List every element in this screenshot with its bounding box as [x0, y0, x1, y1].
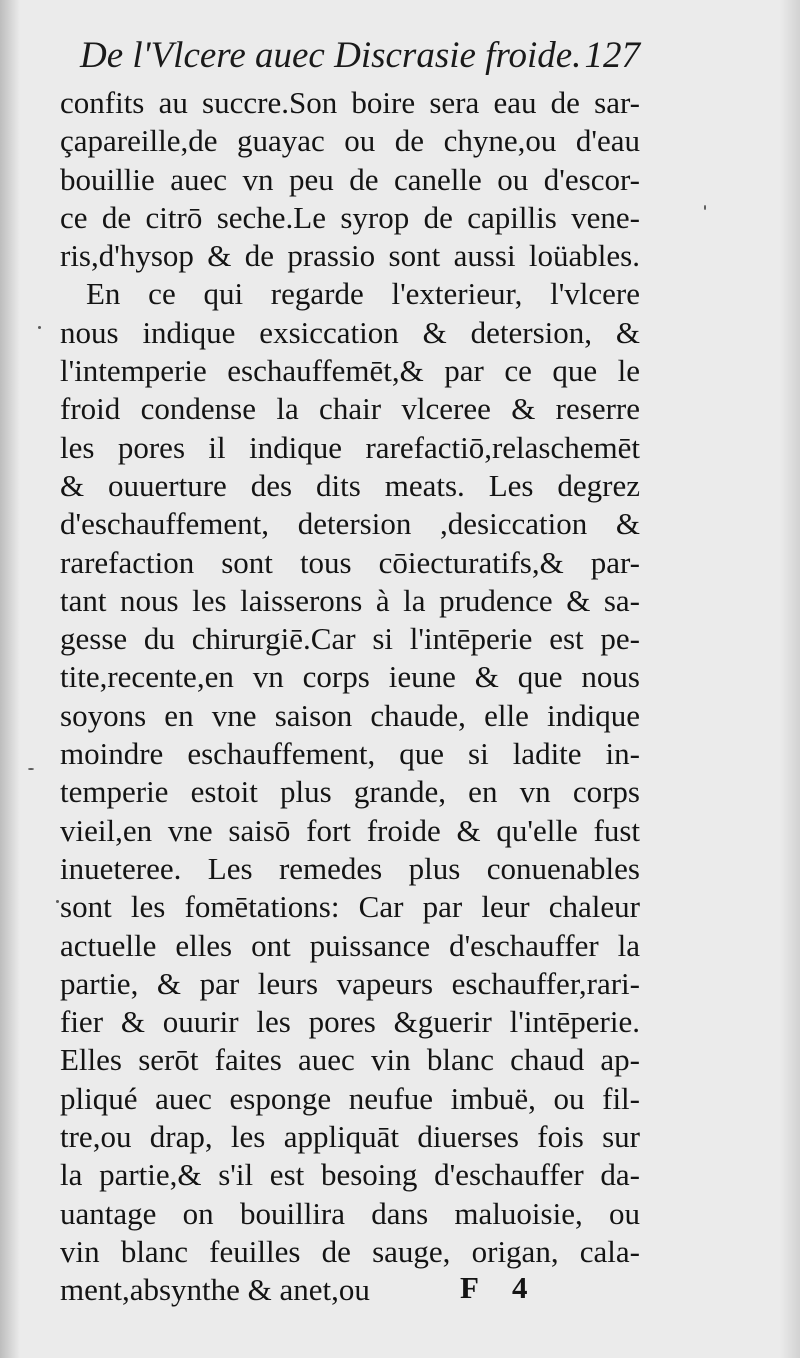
page-edge-shadow	[780, 0, 800, 1358]
text-line: sont les fomētations: Car par leur chaleur	[60, 889, 640, 925]
text-line: nous indique exsiccation & detersion, &	[60, 314, 640, 350]
paper-speck	[28, 768, 34, 770]
text-line: fier & ouurir les pores &guerir l'intēperie.	[60, 1004, 640, 1040]
text-line: vin blanc feuilles de sauge, origan, cala-	[60, 1233, 640, 1269]
text-line: les pores il indique rarefactiō,relaschemēt	[60, 429, 640, 465]
text-line: tant nous les laisserons à la prudence & sa-	[60, 582, 640, 618]
paper-speck	[38, 326, 41, 329]
paper-speck	[56, 900, 59, 903]
text-line: En ce qui regarde l'exterieur, l'vlcere	[86, 276, 640, 312]
text-line: uantage on bouillira dans maluoisie, ou	[60, 1195, 640, 1231]
text-line: moindre eschauffement, que si ladite in-	[60, 736, 640, 772]
body-text	[60, 84, 640, 1310]
text-line: partie, & par leurs vapeurs eschauffer,rari-	[60, 965, 640, 1001]
text-line: la partie,& s'il est besoing d'eschauffer da-	[60, 1157, 640, 1193]
text-line: froid condense la chair vlceree & reserre	[60, 391, 640, 427]
page-footer	[460, 1270, 580, 1314]
text-line: vieil,en vne saisō fort froide & qu'elle fust	[60, 812, 640, 848]
text-line: rarefaction sont tous cōiecturatifs,& par-	[60, 544, 640, 580]
running-title: De l'Vlcere auec Discrasie froide.	[80, 35, 582, 76]
signature-mark: F	[460, 1270, 479, 1305]
text-line: Elles serōt faites auec vin blanc chaud ap-	[60, 1042, 640, 1078]
text-line: inueteree. Les remedes plus conuenables	[60, 850, 640, 886]
text-line: tite,recente,en vn corps ieune & que nous	[60, 659, 640, 695]
text-line: gesse du chirurgiē.Car si l'intēperie est pe-	[60, 621, 640, 657]
text-line: soyons en vne saison chaude, elle indique	[60, 697, 640, 733]
text-line: pliqué auec esponge neufue imbuë, ou fil-	[60, 1080, 640, 1116]
paper-speck	[704, 205, 706, 210]
text-line: & ouuerture des dits meats. Les degrez	[60, 467, 640, 503]
text-line: çapareille,de guayac ou de chyne,ou d'eau	[60, 123, 640, 159]
page-gutter-shadow	[0, 0, 20, 1358]
signature-number: 4	[512, 1270, 528, 1305]
text-line: bouillie auec vn peu de canelle ou d'escor-	[60, 161, 640, 197]
running-header	[80, 34, 640, 82]
text-line: ce de citrō seche.Le syrop de capillis vene-	[60, 199, 640, 235]
text-line: l'intemperie eschauffemēt,& par ce que le	[60, 353, 640, 389]
text-line: ment,absynthe & anet,ou	[60, 1272, 370, 1308]
text-line: d'eschauffement, detersion ,desiccation &	[60, 506, 640, 542]
text-line: temperie estoit plus grande, en vn corps	[60, 774, 640, 810]
page-number: 127	[584, 35, 640, 76]
text-line: confits au succre.Son boire sera eau de sar-	[60, 85, 640, 120]
text-line: ris,d'hysop & de prassio sont aussi loüables.	[60, 238, 640, 274]
text-line: tre,ou drap, les appliquāt diuerses fois sur	[60, 1119, 640, 1155]
text-line: actuelle elles ont puissance d'eschauffer la	[60, 927, 640, 963]
